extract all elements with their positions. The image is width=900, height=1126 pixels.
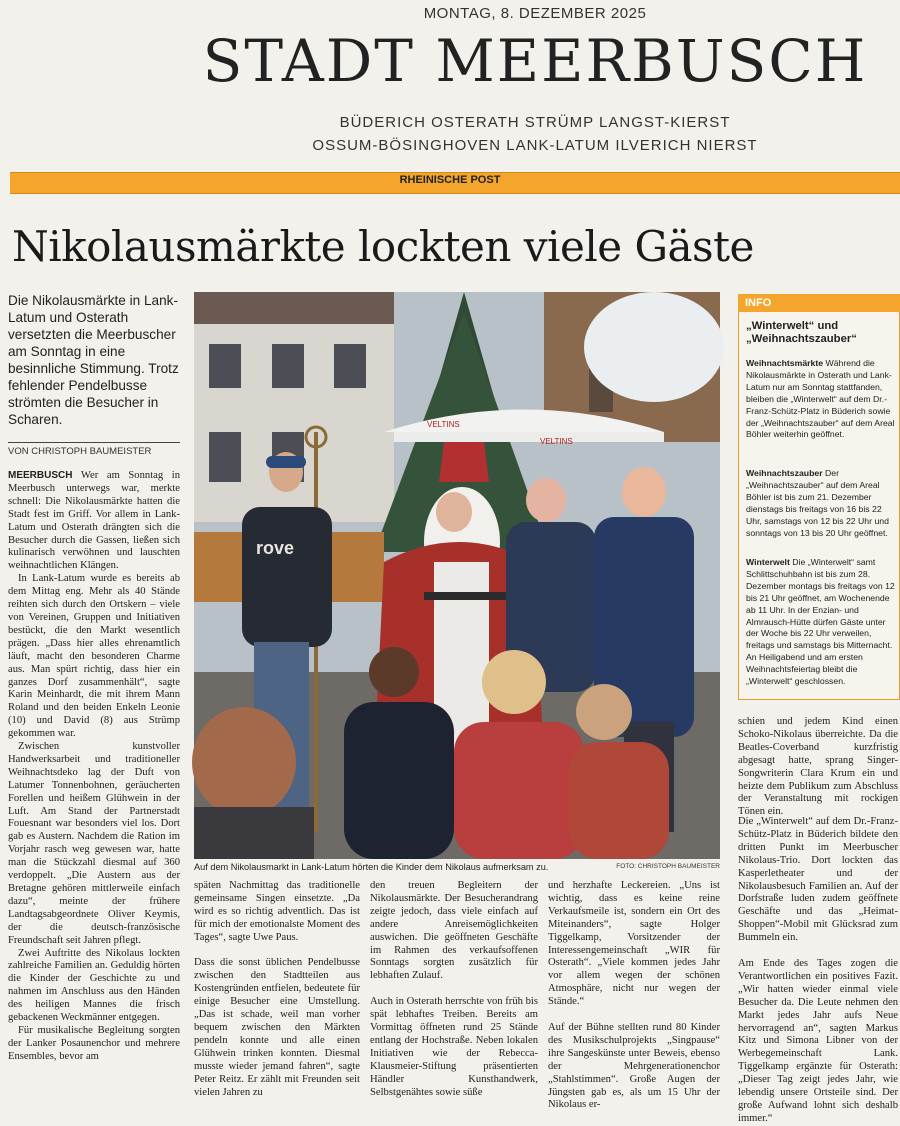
info-paragraph: [746, 468, 896, 539]
info-subhead: Weihnachtszauber: [746, 468, 823, 478]
article-column-4: und herzhafte Leckereien. „Uns ist wichtig, dass es keine reine Verkaufsmeile ist, sondern ein Ort des Miteinanders“, sagte Holger Tiggelkamp, Vorsitzender der Interessengemeinschaft „WIR für Osterath“. „Viele kommen jedes Jahr vor allem wegen der schönen Atmosphäre, nicht nur wegen der Stände.“ Auf der Bühne stellten rund 80 Kinder des Musikschulprojekts „Singpause“ ihre Sangeskünste unter Beweis, ebenso der Mehrgenerationenchor „Stahlstimmen“. Große Augen der Jüngsten gab es, als um 15 Uhr der Nikolaus er-: [548, 880, 720, 1111]
article-column-2: späten Nachmittag das traditionelle gemeinsame Singen einsetzte. „Da wird es so richtig adventlich. Das ist für mich der emotionalste Moment des Tages“, sagte Uwe Paus. Dass die sonst üblichen Pendelbusse zwischen den Stadtteilen aus Kostengründen entfielen, bedeutete für einige Besucher eine Umstellung. „Das ist schade, weil man vorher bequem zwischen den Märkten pendeln konnte und alle einen Glühwein trinken konnten. Diesmal musste wieder jemand fahren“, sagte Peter Reitz. Er zählt mit Freunden seit vielen Jahren zu: [194, 880, 360, 1098]
info-box-label: INFO: [745, 297, 772, 309]
info-paragraph: [746, 557, 896, 688]
photo-caption: Auf dem Nikolausmarkt in Lank-Latum hörten die Kinder dem Nikolaus aufmerksam zu.: [194, 862, 549, 872]
info-subhead: Winterwelt: [746, 557, 790, 567]
article-photo: [194, 292, 720, 859]
info-text: Die „Winterwelt“ samt Schlittschuhbahn ist bis zum 28. Dezember montags bis freitags von 12 bis 21 Uhr geöffnet, am Wochenende ab 11 Uhr. In der Enzian- und Almrausch-Hütte dürfen Gäste unter der Woche bis 22 Uhr verweilen, freitags und samstags bis Mitternacht. An Heiligabend und am ersten Weihnachtsfeiertag bleibt die „Winterwelt“ geschlossen.: [746, 557, 895, 687]
info-text: Der „Weihnachtszauber“ auf dem Areal Böhler ist bis zum 21. Dezember dienstags bis freitags von 16 bis 22 Uhr, samstags von 12 bis 22 Uhr und sonntags von 13 bis 20 Uhr geöffnet.: [746, 468, 889, 538]
umbrella-sign: VELTINS: [427, 420, 460, 429]
paragraph: In Lank-Latum wurde es bereits ab dem Mittag eng. Mehr als 40 Stände reihten sich durch den Ortskern – viele von Vereinen, Gruppen und Initiativen bestückt, die den Markt wesentlich prägen. „Dass hier alles ehrenamtlich läuft, macht den besonderen Charme aus. Man spürt richtig, dass hier ein ganzes Dorf zusammenhält“, sagte Karin Meinhardt, die mit ihrem Mann Roland und den beiden Enkeln Leonie (10) und David (8) aus Strümp gekommen war.: [8, 573, 180, 740]
info-paragraph: [746, 358, 896, 441]
masthead-title: STADT MEERBUSCH: [202, 27, 868, 95]
dateline: MEERBUSCH: [8, 470, 73, 481]
publication-name: RHEINISCHE POST: [399, 174, 501, 186]
article-column-1: [8, 470, 180, 1088]
info-box-title: „Winterwelt“ und „Weihnachtszauber“: [746, 320, 857, 345]
photo-credit: FOTO: CHRISTOPH BAUMEISTER: [616, 863, 720, 870]
article-column-5-top: schien und jedem Kind einen Schoko-Nikolaus überreichte. Da die Beatles-Coverband kurzfristig abgesagt hatte, sprang Singer-Songwriterin Clara Krum ein und heizte dem Publikum zum Abschluss der Veranstaltung mit rockigen Tönen ein.: [738, 716, 898, 818]
lead-divider: [8, 442, 180, 443]
article-column-3: den treuen Begleitern der Nikolausmärkte. Der Besucherandrang zeigte jedoch, dass viele einfach auf andere Anreisemöglichkeiten auswichen. Die geöffneten Geschäfte im Rahmen des verkaufsoffenen Sonntags sorgten zusätzlich für lebhaften Zulauf. Auch in Osterath herrschte von früh bis spät lebhaftes Treiben. Bereits am Vormittag öffneten rund 25 Stände entlang der Hochstraße. Neben lokalen Initiativen wie der Rebecca-Klausmeier-Stiftung präsentierten Händler Kunsthandwerk, Selbstgenähtes sowie süße: [370, 880, 538, 1098]
districts-line-1: BÜDERICH OSTERATH STRÜMP LANGST-KIERST: [339, 114, 731, 131]
paragraph: Zwei Auftritte des Nikolaus lockten zahlreiche Familien an. Geduldig hörten die Kinder der Geschichte zu und nahmen im Anschluss aus den Händen des heiligen Mannes die frisch gebackenen Weckmänner entgegen.: [8, 947, 180, 1024]
districts-line-2: OSSUM-BÖSINGHOVEN LANK-LATUM ILVERICH NIERST: [312, 137, 758, 154]
article-headline: Nikolausmärkte lockten viele Gäste: [12, 222, 754, 271]
paragraph: Zwischen kunstvoller Handwerksarbeit und traditioneller Weihnachtsdeko lag der Duft von Latumer Tonnenbohnen, geräucherten Forellen und heißem Glühwein in der Luft. Am Stand der Partnerstadt Fouesnant war besonders viel los. Dort gab es Austern. Nachdem die Ration im Vorjahr rasch weg gewesen war, hatte man die Stückzahl diesmal auf 360 verdoppelt. „Die Austern aus der Bretagne gehören mittlerweile einfach dazu“, meinte der frühere Landtagsabgeordnete Oliver Keymis, der die deutsch-französische Freundschaft seit Jahren pflegt.: [8, 741, 180, 946]
shirt-print: rove: [256, 538, 295, 558]
umbrella-sign: VELTINS: [540, 437, 573, 446]
info-text: Während die Nikolausmärkte in Osterath und Lank-Latum nur am Sonntag stattfanden, bleiben die „Winterwelt“ auf dem Dr.-Franz-Schütz-Platz in Büderich sowie der „Weihnachtszauber“ auf dem Areal Böhler weiterhin geöffnet.: [746, 358, 895, 440]
article-lead: Die Nikolausmärkte in Lank-Latum und Osterath versetzten die Meerbuscher am Sonntag in eine besinnliche Stimmung. Trotz fehlender Pendelbusse strömten die Besucher in Scharen.: [8, 293, 179, 427]
paragraph: Für musikalische Begleitung sorgten der Lanker Posaunenchor und mehrere Ensembles, bevor am: [8, 1024, 180, 1062]
article-author: VON CHRISTOPH BAUMEISTER: [8, 446, 152, 457]
article-column-5-bottom: Die „Winterwelt“ auf dem Dr.-Franz-Schütz-Platz in Büderich bildete den dritten Punkt im Meerbuscher Nikolaus-Trio. Dort lockten das Kasperletheater und der Nikolausbesuch Familien an. Auf der Dorfstraße luden zudem geöffnete Geschäfte und das „Heimat-Shoppen“-Mobil mit Glücksrad zum Bummeln ein. Am Ende des Tages zogen die Verantwortlichen ein positives Fazit. „Wir hatten wieder einmal viele Besucher da. Die Leute nehmen den Markt jedes Jahr aufs Neue hervorragend an“, sagten Markus Kitz und Simona Libner von der Werbegemeinschaft Lank. Tiggelkamp ergänzte für Osterath: „Dieser Tag zeigt jedes Jahr, wie lebendig unsere Ortsteile sind. Der große Aufwand lohnt sich deshalb immer.“: [738, 816, 898, 1124]
paragraph: Wer am Sonntag in Meerbusch unterwegs war, merkte schnell: Die Nikolausmärkte hatten die Stadt fest im Griff. Vor allem in Lank-Latum und Osterath drängten sich die Besucher durch die Gassen, ließen sich kulinarisch verwöhnen und lauschten weihnachtlichen Klängen.: [8, 470, 180, 572]
info-subhead: Weihnachtsmärkte: [746, 358, 824, 368]
issue-date: MONTAG, 8. DEZEMBER 2025: [423, 5, 647, 22]
